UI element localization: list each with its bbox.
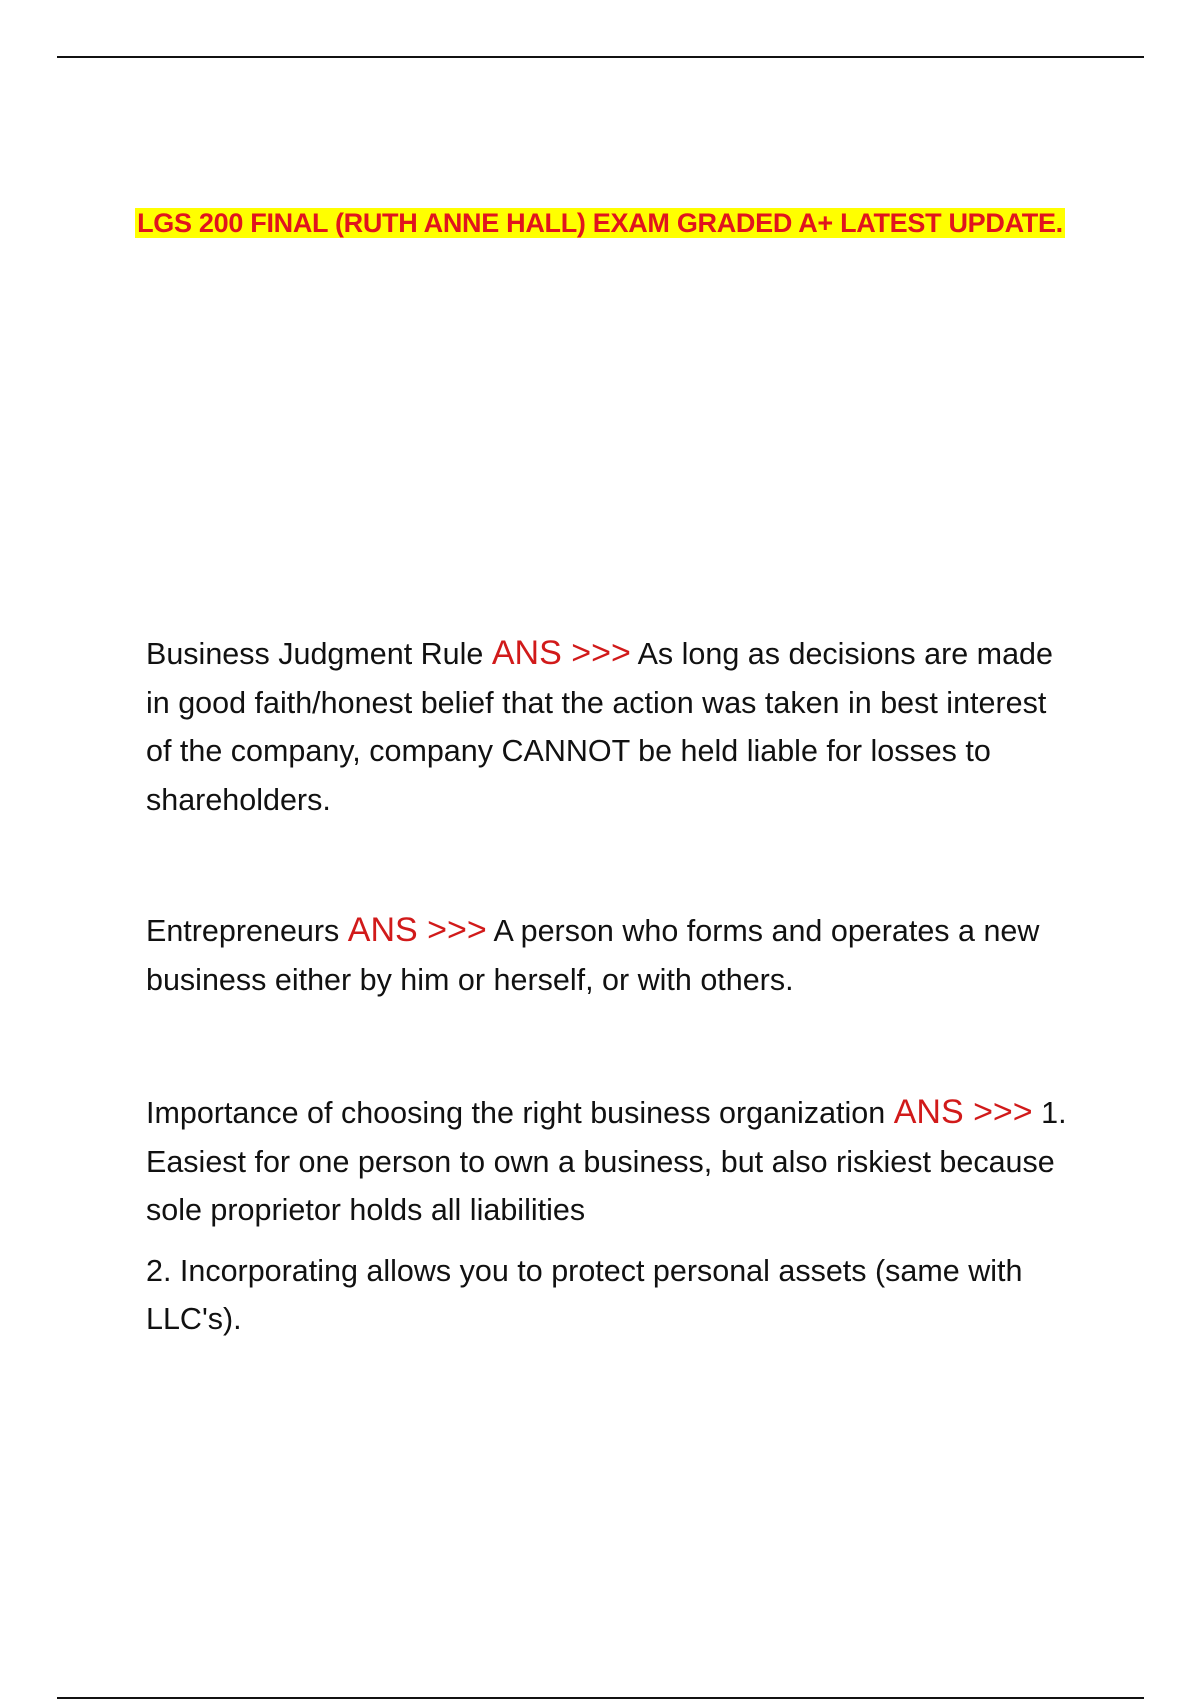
entry-paragraph [146,629,1076,824]
header-rule [57,56,1144,58]
flashcard-entry-business-organization [146,1088,1076,1344]
entry-definition: A person who forms and operates a new business either by him or herself, or with others. [146,914,1040,997]
entry-term: Entrepreneurs [146,914,340,948]
document-title-block [0,205,1200,241]
flashcard-entry-business-judgment-rule [146,629,1076,824]
entry-paragraph [146,1088,1076,1235]
answer-marker: ANS >>> [347,911,487,949]
entry-definition: As long as decisions are made in good faith/honest belief that the action was taken in best interest of the company, company CANNOT be held liable for losses to shareholders. [146,637,1053,817]
entry-definition-continued: 2. Incorporating allows you to protect personal assets (same with LLC's). [146,1253,1023,1336]
entry-paragraph [146,906,1076,1004]
entry-term: Importance of choosing the right business organization [146,1096,886,1130]
answer-marker: ANS >>> [491,634,631,672]
entry-definition: 1. Easiest for one person to own a business, but also riskiest because sole proprietor holds all liabilities [146,1096,1067,1227]
entry-term: Business Judgment Rule [146,637,484,671]
document-title: LGS 200 FINAL (RUTH ANNE HALL) EXAM GRADED A+ LATEST UPDATE. [137,208,1063,238]
flashcard-entry-entrepreneurs [146,906,1076,1004]
answer-marker: ANS >>> [893,1093,1033,1131]
footer-rule [57,1697,1144,1699]
